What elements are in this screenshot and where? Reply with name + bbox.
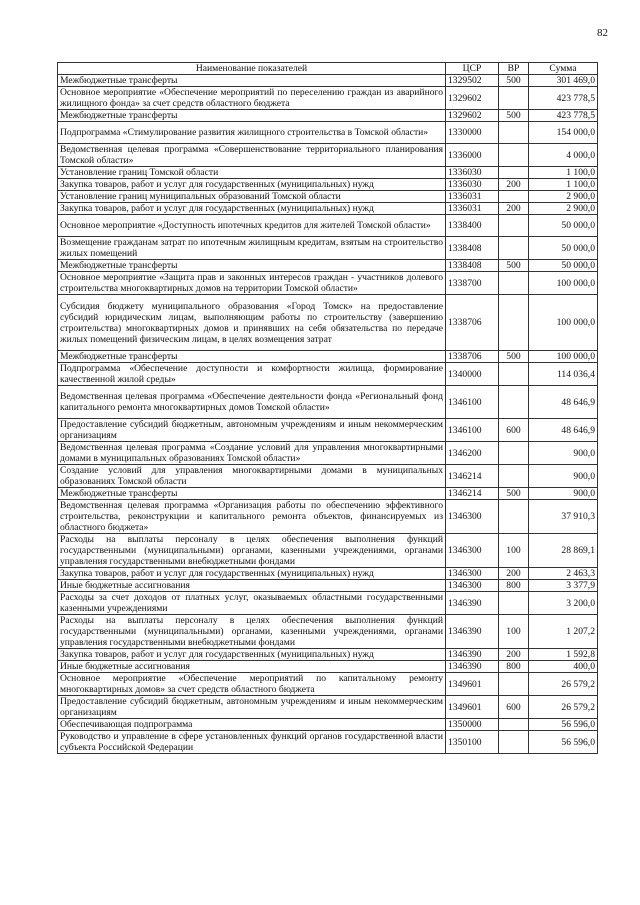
page-number: 82	[597, 27, 608, 39]
row-sum-cell: 48 646,9	[529, 419, 598, 442]
table-row	[58, 696, 598, 719]
table-body	[58, 75, 598, 754]
row-name-cell: Обеспечивающая подпрограмма	[58, 719, 446, 731]
row-csr-cell: 1336031	[446, 191, 499, 203]
row-csr-cell: 1330000	[446, 122, 499, 144]
row-csr-cell: 1336000	[446, 144, 499, 167]
row-sum-cell: 154 000,0	[529, 122, 598, 144]
row-name-cell: Руководство и управление в сфере установленных функций органов государственной власти субъекта Российской Федерации	[58, 731, 446, 754]
row-vr-cell	[499, 191, 529, 203]
row-name-cell: Ведомственная целевая программа «Организация работы по обеспечению эффективного строительства, реконструкции и капитального ремонта объектов, финансируемых из областного бюджета»	[58, 500, 446, 534]
row-vr-cell	[499, 363, 529, 386]
row-vr-cell: 100	[499, 615, 529, 649]
row-sum-cell: 56 596,0	[529, 719, 598, 731]
row-csr-cell: 1336030	[446, 179, 499, 191]
header-csr: ЦСР	[446, 63, 499, 75]
table-row	[58, 203, 598, 215]
table-row	[58, 568, 598, 580]
row-csr-cell: 1346300	[446, 568, 499, 580]
table-row	[58, 191, 598, 203]
row-sum-cell: 2 900,0	[529, 191, 598, 203]
row-csr-cell: 1338408	[446, 237, 499, 260]
row-sum-cell: 900,0	[529, 465, 598, 488]
table-row	[58, 592, 598, 615]
header-name: Наименование показателей	[58, 63, 446, 75]
table-row	[58, 167, 598, 179]
row-vr-cell: 200	[499, 179, 529, 191]
row-csr-cell: 1350000	[446, 719, 499, 731]
table-row	[58, 386, 598, 419]
row-csr-cell: 1349601	[446, 673, 499, 696]
table-row	[58, 534, 598, 568]
row-sum-cell: 900,0	[529, 442, 598, 465]
row-csr-cell: 1346300	[446, 580, 499, 592]
row-name-cell: Расходы за счет доходов от платных услуг, оказываемых областными государственными казенными учреждениями	[58, 592, 446, 615]
row-name-cell: Межбюджетные трансферты	[58, 488, 446, 500]
row-name-cell: Основное мероприятие «Обеспечение мероприятий по переселению граждан из аварийного жилищного фонда» за счет средств областного бюджета	[58, 87, 446, 110]
row-name-cell: Закупка товаров, работ и услуг для государственных (муниципальных) нужд	[58, 203, 446, 215]
table-row	[58, 87, 598, 110]
row-vr-cell: 600	[499, 696, 529, 719]
table-row	[58, 122, 598, 144]
row-name-cell: Основное мероприятие «Обеспечение мероприятий по капитальному ремонту многоквартирных домов» за счет средств областного бюджета	[58, 673, 446, 696]
row-csr-cell: 1346300	[446, 500, 499, 534]
row-vr-cell: 500	[499, 351, 529, 363]
row-sum-cell: 3 200,0	[529, 592, 598, 615]
row-vr-cell	[499, 500, 529, 534]
table-row	[58, 465, 598, 488]
row-sum-cell: 1 207,2	[529, 615, 598, 649]
row-name-cell: Ведомственная целевая программа «Обеспечение деятельности фонда «Региональный фонд капитального ремонта многоквартирных домов Томской области»	[58, 386, 446, 419]
row-vr-cell	[499, 237, 529, 260]
row-name-cell: Межбюджетные трансферты	[58, 351, 446, 363]
row-name-cell: Создание условий для управления многоквартирными домами в муниципальных образованиях Томской области	[58, 465, 446, 488]
row-csr-cell: 1338400	[446, 215, 499, 237]
table-row	[58, 295, 598, 351]
row-csr-cell: 1346200	[446, 442, 499, 465]
row-vr-cell: 800	[499, 661, 529, 673]
table-row	[58, 179, 598, 191]
row-sum-cell: 2 463,3	[529, 568, 598, 580]
row-csr-cell: 1336030	[446, 167, 499, 179]
row-vr-cell	[499, 144, 529, 167]
row-csr-cell: 1346390	[446, 649, 499, 661]
row-name-cell: Возмещение гражданам затрат по ипотечным жилищным кредитам, взятым на строительство жилых помещений	[58, 237, 446, 260]
row-sum-cell: 2 900,0	[529, 203, 598, 215]
table-row	[58, 580, 598, 592]
row-csr-cell: 1329602	[446, 87, 499, 110]
table-row	[58, 649, 598, 661]
row-sum-cell: 48 646,9	[529, 386, 598, 419]
header-sum: Сумма	[529, 63, 598, 75]
header-vr: ВР	[499, 63, 529, 75]
table-row	[58, 673, 598, 696]
row-vr-cell	[499, 295, 529, 351]
row-name-cell: Закупка товаров, работ и услуг для государственных (муниципальных) нужд	[58, 568, 446, 580]
row-csr-cell: 1346100	[446, 419, 499, 442]
row-csr-cell: 1338706	[446, 351, 499, 363]
row-sum-cell: 4 000,0	[529, 144, 598, 167]
row-sum-cell: 423 778,5	[529, 110, 598, 122]
row-name-cell: Установление границ Томской области	[58, 167, 446, 179]
row-name-cell: Межбюджетные трансферты	[58, 110, 446, 122]
row-vr-cell: 600	[499, 419, 529, 442]
row-name-cell: Установление границ муниципальных образований Томской области	[58, 191, 446, 203]
row-vr-cell: 500	[499, 75, 529, 87]
row-sum-cell: 37 910,3	[529, 500, 598, 534]
row-name-cell: Подпрограмма «Стимулирование развития жилищного строительства в Томской области»	[58, 122, 446, 144]
row-vr-cell	[499, 719, 529, 731]
row-name-cell: Предоставление субсидий бюджетным, автономным учреждениям и иным некоммерческим организациям	[58, 419, 446, 442]
row-vr-cell	[499, 122, 529, 144]
row-sum-cell: 50 000,0	[529, 215, 598, 237]
row-csr-cell: 1349601	[446, 696, 499, 719]
table-row	[58, 215, 598, 237]
table-row	[58, 719, 598, 731]
row-sum-cell: 100 000,0	[529, 272, 598, 295]
row-csr-cell: 1338700	[446, 272, 499, 295]
row-sum-cell: 56 596,0	[529, 731, 598, 754]
row-name-cell: Иные бюджетные ассигнования	[58, 661, 446, 673]
table-row	[58, 488, 598, 500]
row-vr-cell	[499, 167, 529, 179]
row-vr-cell	[499, 386, 529, 419]
row-csr-cell: 1329502	[446, 75, 499, 87]
row-sum-cell: 114 036,4	[529, 363, 598, 386]
row-csr-cell: 1336031	[446, 203, 499, 215]
row-vr-cell: 100	[499, 534, 529, 568]
row-sum-cell: 1 100,0	[529, 179, 598, 191]
row-name-cell: Иные бюджетные ассигнования	[58, 580, 446, 592]
row-vr-cell: 800	[499, 580, 529, 592]
row-sum-cell: 1 100,0	[529, 167, 598, 179]
row-csr-cell: 1338408	[446, 260, 499, 272]
row-vr-cell: 200	[499, 649, 529, 661]
row-name-cell: Закупка товаров, работ и услуг для государственных (муниципальных) нужд	[58, 649, 446, 661]
row-csr-cell: 1338706	[446, 295, 499, 351]
row-sum-cell: 28 869,1	[529, 534, 598, 568]
row-sum-cell: 301 469,0	[529, 75, 598, 87]
row-sum-cell: 100 000,0	[529, 351, 598, 363]
table-row	[58, 75, 598, 87]
row-vr-cell	[499, 673, 529, 696]
row-vr-cell	[499, 215, 529, 237]
row-name-cell: Расходы на выплаты персоналу в целях обеспечения выполнения функций государственными (муниципальными) органами, казенными учреждениями, органами управления государственными внебюджетными фондами	[58, 615, 446, 649]
row-vr-cell	[499, 592, 529, 615]
row-sum-cell: 900,0	[529, 488, 598, 500]
row-csr-cell: 1346390	[446, 661, 499, 673]
row-sum-cell: 100 000,0	[529, 295, 598, 351]
table-row	[58, 351, 598, 363]
row-vr-cell: 500	[499, 260, 529, 272]
table-row	[58, 661, 598, 673]
row-name-cell: Основное мероприятие «Защита прав и законных интересов граждан - участников долевого строительства многоквартирных домов на территории Томской области»	[58, 272, 446, 295]
row-sum-cell: 26 579,2	[529, 673, 598, 696]
row-vr-cell	[499, 731, 529, 754]
row-vr-cell: 500	[499, 110, 529, 122]
table-header-row	[58, 63, 598, 75]
table-row	[58, 419, 598, 442]
row-vr-cell	[499, 87, 529, 110]
row-vr-cell	[499, 272, 529, 295]
table-row	[58, 363, 598, 386]
row-vr-cell: 500	[499, 488, 529, 500]
row-name-cell: Ведомственная целевая программа «Совершенствование территориального планирования Томской области»	[58, 144, 446, 167]
row-vr-cell: 200	[499, 568, 529, 580]
row-csr-cell: 1346390	[446, 592, 499, 615]
row-sum-cell: 3 377,9	[529, 580, 598, 592]
row-name-cell: Ведомственная целевая программа «Создание условий для управления многоквартирными домами в муниципальных образованиях Томской области»	[58, 442, 446, 465]
row-csr-cell: 1346214	[446, 465, 499, 488]
row-csr-cell: 1346214	[446, 488, 499, 500]
row-sum-cell: 50 000,0	[529, 237, 598, 260]
row-sum-cell: 1 592,8	[529, 649, 598, 661]
row-csr-cell: 1350100	[446, 731, 499, 754]
row-sum-cell: 26 579,2	[529, 696, 598, 719]
row-name-cell: Основное мероприятие «Доступность ипотечных кредитов для жителей Томской области»	[58, 215, 446, 237]
row-vr-cell: 200	[499, 203, 529, 215]
row-vr-cell	[499, 442, 529, 465]
row-sum-cell: 50 000,0	[529, 260, 598, 272]
table-row	[58, 615, 598, 649]
table-row	[58, 731, 598, 754]
row-csr-cell: 1340000	[446, 363, 499, 386]
table-row	[58, 442, 598, 465]
row-csr-cell: 1346390	[446, 615, 499, 649]
table-row	[58, 260, 598, 272]
row-sum-cell: 423 778,5	[529, 87, 598, 110]
budget-table	[57, 62, 598, 754]
row-csr-cell: 1329602	[446, 110, 499, 122]
row-csr-cell: 1346300	[446, 534, 499, 568]
row-sum-cell: 400,0	[529, 661, 598, 673]
row-name-cell: Предоставление субсидий бюджетным, автономным учреждениям и иным некоммерческим организациям	[58, 696, 446, 719]
row-name-cell: Субсидия бюджету муниципального образования «Город Томск» на предоставление субсидий юридическим лицам, выполняющим работы по строительству (завершению строительства) многоквартирных домов и принявших на себя обязательства по передаче жилых помещений физическим лицам, в целях возмещения затрат	[58, 295, 446, 351]
row-vr-cell	[499, 465, 529, 488]
row-name-cell: Межбюджетные трансферты	[58, 260, 446, 272]
row-csr-cell: 1346100	[446, 386, 499, 419]
table-row	[58, 500, 598, 534]
table-row	[58, 272, 598, 295]
table-row	[58, 237, 598, 260]
table-row	[58, 110, 598, 122]
row-name-cell: Расходы на выплаты персоналу в целях обеспечения выполнения функций государственными (муниципальными) органами, казенными учреждениями, органами управления государственными внебюджетными фондами	[58, 534, 446, 568]
row-name-cell: Межбюджетные трансферты	[58, 75, 446, 87]
row-name-cell: Подпрограмма «Обеспечение доступности и комфортности жилища, формирование качественной жилой среды»	[58, 363, 446, 386]
table-row	[58, 144, 598, 167]
row-name-cell: Закупка товаров, работ и услуг для государственных (муниципальных) нужд	[58, 179, 446, 191]
